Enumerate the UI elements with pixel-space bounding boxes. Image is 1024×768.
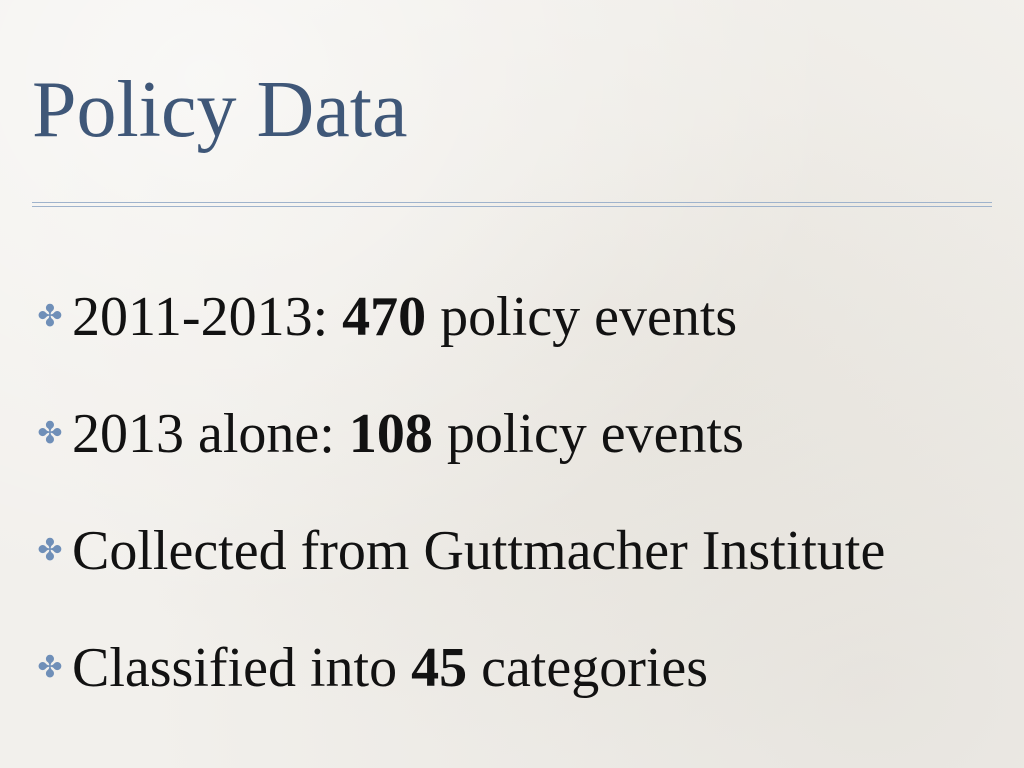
bullet-item [32, 375, 885, 492]
bullet-item [32, 492, 885, 609]
bullet-text: Collected from Guttmacher Institute [72, 519, 886, 582]
bullet-item [32, 258, 885, 375]
bullet-item [32, 609, 885, 726]
bullet-flower-icon: ✤ [37, 532, 63, 568]
bullet-text: Classified into 45 categories [72, 636, 709, 699]
bullet-list [32, 258, 885, 726]
bullet-text: 2013 alone: 108 policy events [72, 402, 744, 465]
title-divider-bottom [32, 206, 992, 207]
title-divider-top [32, 202, 992, 203]
bullet-flower-icon: ✤ [37, 298, 63, 334]
bullet-text: 2011-2013: 470 policy events [72, 285, 738, 348]
bullet-flower-icon: ✤ [37, 415, 63, 451]
bullet-flower-icon: ✤ [37, 649, 63, 685]
slide-title: Policy Data [32, 66, 408, 154]
